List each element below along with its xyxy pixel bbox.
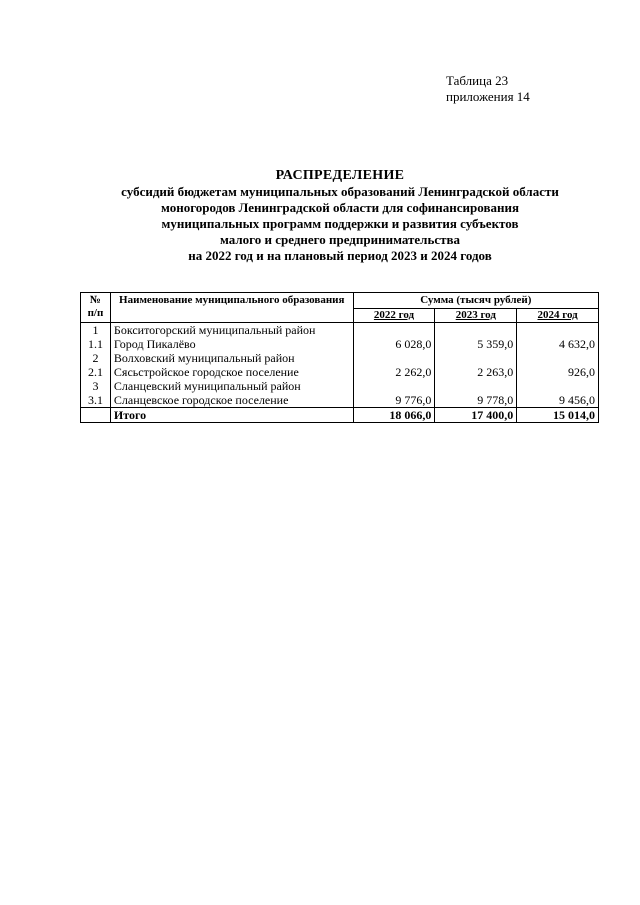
title-line: на 2022 год и на плановый период 2023 и 2024 годов: [188, 248, 492, 263]
total-value-2022: 18 066,0: [353, 408, 435, 423]
table-row: [81, 393, 599, 408]
row-num: 1.1: [81, 337, 111, 351]
row-name: Сланцевское городское поселение: [110, 393, 353, 408]
row-value-2022: [353, 351, 435, 365]
row-value-2024: 9 456,0: [517, 393, 599, 408]
table-reference: [446, 73, 530, 105]
row-value-2023: 2 263,0: [435, 365, 517, 379]
row-num: 2: [81, 351, 111, 365]
table-row: [81, 365, 599, 379]
row-value-2023: 5 359,0: [435, 337, 517, 351]
header-name: Наименование муниципального образования: [110, 293, 353, 323]
title-line: муниципальных программ поддержки и развития субъектов: [161, 216, 519, 231]
row-num: 2.1: [81, 365, 111, 379]
table-row: [81, 323, 599, 338]
title-line: малого и среднего предпринимательства: [219, 232, 461, 247]
row-value-2023: [435, 351, 517, 365]
distribution-table: [80, 292, 599, 423]
header-num: № п/п: [81, 293, 111, 323]
row-value-2023: [435, 379, 517, 393]
row-num: 3.1: [81, 393, 111, 408]
appendix-number: приложения 14: [446, 89, 530, 104]
total-label: Итого: [110, 408, 353, 423]
table-row: [81, 337, 599, 351]
total-value-2024: 15 014,0: [517, 408, 599, 423]
row-name: Сланцевский муниципальный район: [110, 379, 353, 393]
row-value-2022: [353, 379, 435, 393]
row-num: 1: [81, 323, 111, 338]
row-value-2023: [435, 323, 517, 338]
row-name: Сясьстройское городское поселение: [110, 365, 353, 379]
header-sum: Сумма (тысяч рублей): [353, 293, 598, 309]
title-line: моногородов Ленинградской области для софинансирования: [161, 200, 519, 215]
header-year-2024: 2024 год: [517, 309, 599, 323]
row-value-2022: 2 262,0: [353, 365, 435, 379]
total-value-2023: 17 400,0: [435, 408, 517, 423]
row-value-2022: 6 028,0: [353, 337, 435, 351]
row-value-2022: [353, 323, 435, 338]
header-year-2022: 2022 год: [353, 309, 435, 323]
row-num: 3: [81, 379, 111, 393]
total-row: [81, 408, 599, 423]
table-number: Таблица 23: [446, 73, 509, 88]
row-value-2024: [517, 379, 599, 393]
row-value-2024: 4 632,0: [517, 337, 599, 351]
title-line: субсидий бюджетам муниципальных образований Ленинградской области: [121, 184, 559, 199]
total-num: [81, 408, 111, 423]
row-name: Волховский муниципальный район: [110, 351, 353, 365]
row-value-2024: [517, 323, 599, 338]
document-title: [60, 168, 620, 264]
table-row: [81, 379, 599, 393]
row-name: Бокситогорский муниципальный район: [110, 323, 353, 338]
row-value-2024: 926,0: [517, 365, 599, 379]
title-heading: РАСПРЕДЕЛЕНИЕ: [275, 168, 405, 183]
row-value-2023: 9 778,0: [435, 393, 517, 408]
table-row: [81, 351, 599, 365]
header-year-2023: 2023 год: [435, 309, 517, 323]
row-name: Город Пикалёво: [110, 337, 353, 351]
row-value-2022: 9 776,0: [353, 393, 435, 408]
row-value-2024: [517, 351, 599, 365]
